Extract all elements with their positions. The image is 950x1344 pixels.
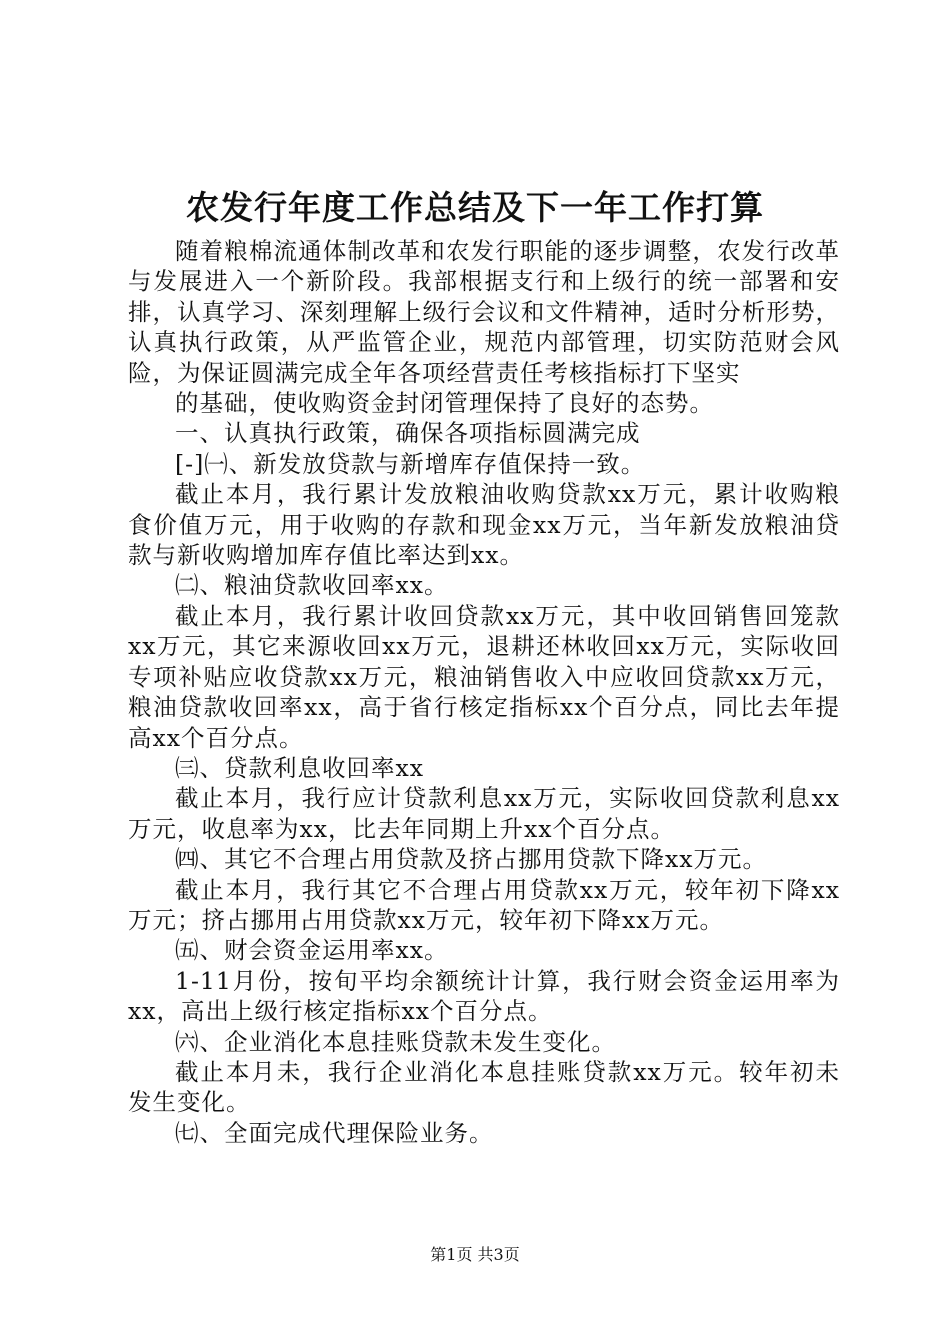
subheading-2: ㈡、粮油贷款收回率xx。 [175, 571, 449, 600]
subheading-1: [-]㈠、新发放贷款与新增库存值保持一致。 [175, 449, 646, 478]
subheading-3: ㈢、贷款利息收回率xx [175, 753, 425, 782]
paragraph-5: 1-11月份，按旬平均余额统计计算，我行财会资金运用率为xx，高出上级行核定指标xx个百分点。 [128, 966, 840, 1026]
document-body [128, 236, 840, 1148]
paragraph-6: 截止本月未，我行企业消化本息挂账贷款xx万元。较年初未发生变化。 [128, 1057, 840, 1117]
subheading-5: ㈤、财会资金运用率xx。 [175, 936, 449, 965]
page-footer: 第1页 共3页 [430, 1245, 520, 1264]
paragraph-3: 截止本月，我行应计贷款利息xx万元，实际收回贷款利息xx万元，收息率为xx，比去年同期上升xx个百分点。 [128, 784, 840, 843]
paragraph-intro: 随着粮棉流通体制改革和农发行职能的逐步调整，农发行改革与发展进入一个新阶段。我部根据支行和上级行的统一部署和安排，认真学习、深刻理解上级行会议和文件精神，适时分析形势，认真执行政策，从严监管企业，规范内部管理，切实防范财会风险，为保证圆满完成全年各项经营责任考核指标打下坚实 [128, 237, 840, 387]
paragraph-1: 截止本月，我行累计发放粮油收购贷款xx万元，累计收购粮食价值万元，用于收购的存款和现金xx万元，当年新发放粮油贷款与新收购增加库存值比率达到xx。 [128, 480, 840, 570]
subheading-6: ㈥、企业消化本息挂账贷款未发生变化。 [175, 1027, 616, 1056]
paragraph-intro-continued: 的基础，使收购资金封闭管理保持了良好的态势。 [175, 389, 714, 418]
paragraph-4: 截止本月，我行其它不合理占用贷款xx万元，较年初下降xx万元；挤占挪用占用贷款xx万元，较年初下降xx万元。 [128, 875, 840, 934]
document-title: 农发行年度工作总结及下一年工作打算 [186, 188, 764, 227]
subheading-4: ㈣、其它不合理占用贷款及挤占挪用贷款下降xx万元。 [175, 845, 768, 874]
paragraph-2: 截止本月，我行累计收回贷款xx万元，其中收回销售回笼款xx万元，其它来源收回xx万元，退耕还林收回xx万元，实际收回专项补贴应收贷款xx万元，粮油销售收入中应收回贷款xx万元，粮油贷款收回率xx，高于省行核定指标xx个百分点，同比去年提高xx个百分点。 [128, 601, 840, 752]
section-heading-1: 一、认真执行政策，确保各项指标圆满完成 [175, 419, 641, 448]
subheading-7: ㈦、全面完成代理保险业务。 [175, 1118, 494, 1147]
